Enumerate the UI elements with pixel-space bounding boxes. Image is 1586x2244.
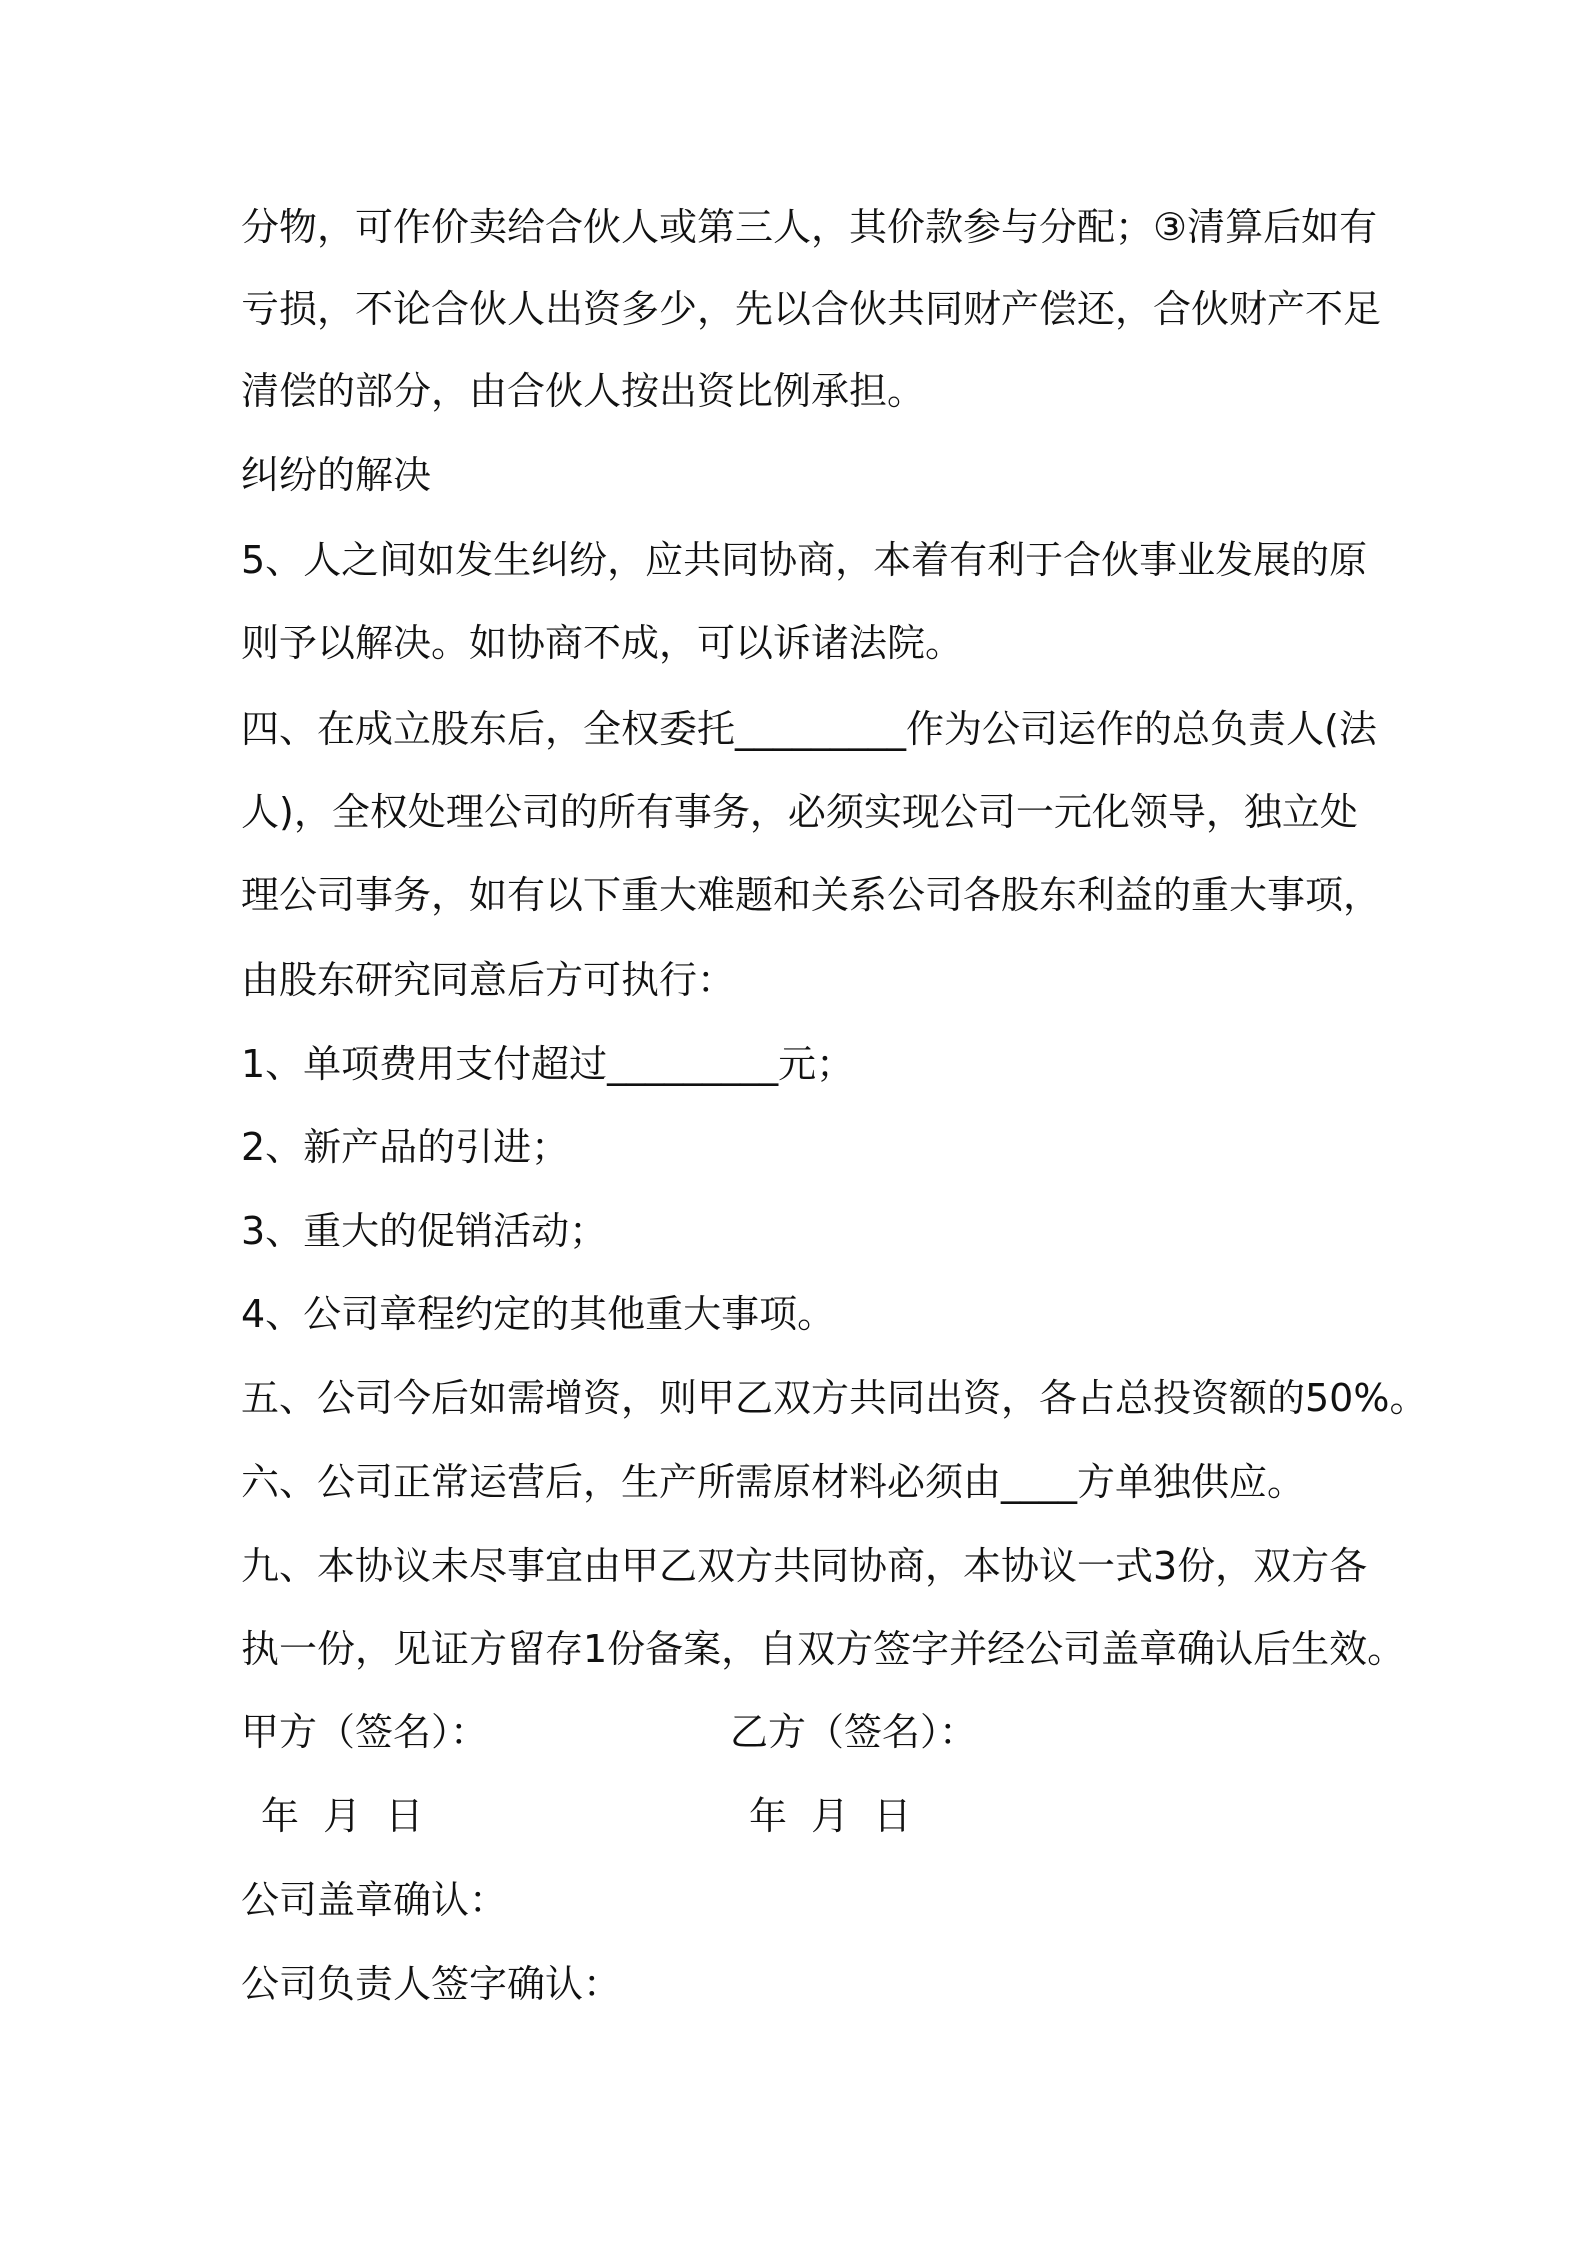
list-item: 3、重大的促销活动； xyxy=(241,1209,608,1253)
party-a-signature-label: 甲方（签名）： xyxy=(241,1710,489,1754)
paragraph-line: 由股东研究同意后方可执行： xyxy=(241,958,736,1002)
paragraph-line: 清偿的部分，由合伙人按出资比例承担。 xyxy=(241,369,926,413)
paragraph-line: 四、在成立股东后，全权委托_________作为公司运作的总负责人(法 xyxy=(241,707,1377,751)
paragraph-line: 执一份，见证方留存1份备案，自双方签字并经公司盖章确认后生效。 xyxy=(241,1627,1406,1671)
list-item: 1、单项费用支付超过_________元； xyxy=(241,1042,855,1086)
paragraph-line: 理公司事务，如有以下重大难题和关系公司各股东利益的重大事项， xyxy=(241,873,1382,917)
paragraph-line: 则予以解决。如协商不成，可以诉诸法院。 xyxy=(241,621,964,665)
paragraph-line: 五、公司今后如需增资，则甲乙双方共同出资，各占总投资额的50%。 xyxy=(241,1376,1428,1420)
party-b-signature-label: 乙方（签名）： xyxy=(730,1710,978,1754)
company-head-signature-label: 公司负责人签字确认： xyxy=(241,1962,622,2006)
list-item: 4、公司章程约定的其他重大事项。 xyxy=(241,1292,836,1336)
paragraph-line: 亏损，不论合伙人出资多少，先以合伙共同财产偿还，合伙财产不足 xyxy=(241,287,1382,331)
paragraph-line: 九、本协议未尽事宜由甲乙双方共同协商，本协议一式3份，双方各 xyxy=(241,1544,1368,1588)
section-heading: 纠纷的解决 xyxy=(241,453,432,497)
paragraph-line: 分物，可作价卖给合伙人或第三人，其价款参与分配；③清算后如有 xyxy=(241,205,1378,249)
party-a-date: 年 月 日 xyxy=(261,1794,424,1838)
paragraph-line: 5、人之间如发生纠纷，应共同协商，本着有利于合伙事业发展的原 xyxy=(241,538,1368,582)
list-item: 2、新产品的引进； xyxy=(241,1125,570,1169)
party-b-date: 年 月 日 xyxy=(749,1794,912,1838)
paragraph-line: 人)，全权处理公司的所有事务，必须实现公司一元化领导，独立处 xyxy=(241,790,1358,834)
paragraph-line: 六、公司正常运营后，生产所需原材料必须由____方单独供应。 xyxy=(241,1460,1306,1504)
company-seal-label: 公司盖章确认： xyxy=(241,1878,508,1922)
